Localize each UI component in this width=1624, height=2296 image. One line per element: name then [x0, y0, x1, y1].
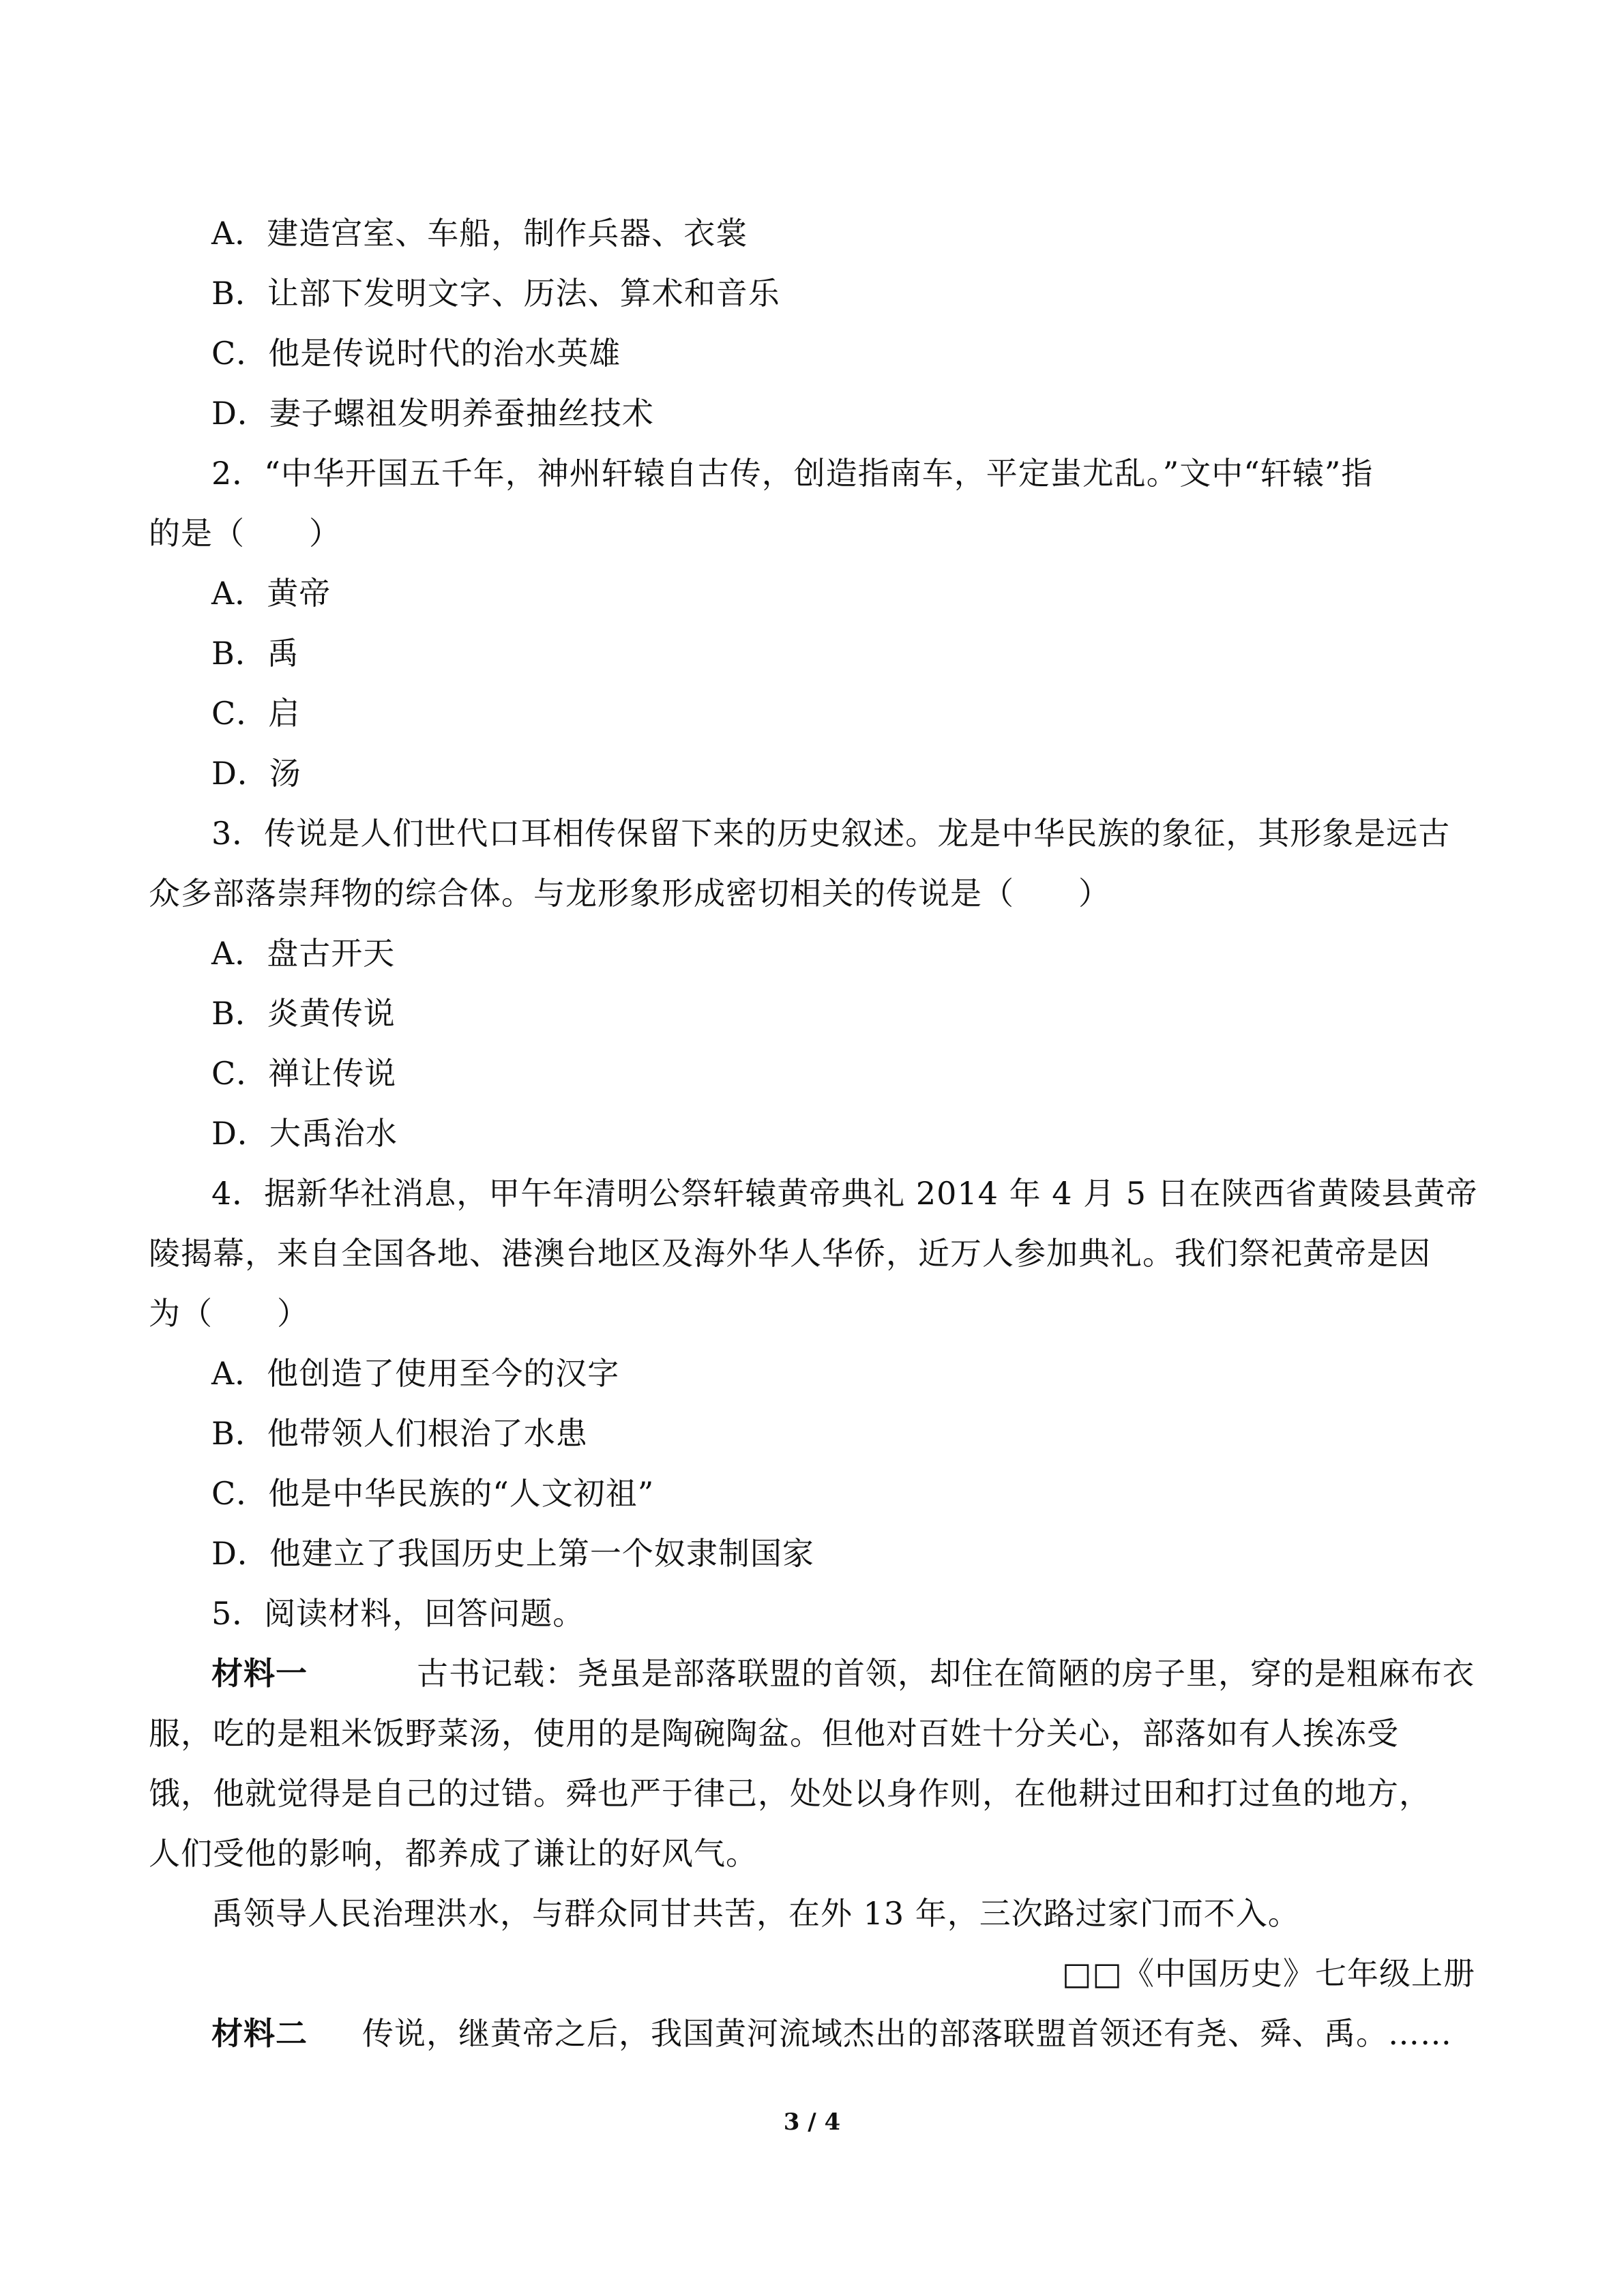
q5-stem: 5．阅读材料，回答问题。 [211, 1595, 585, 1632]
material-1-line2: 服，吃的是粗米饭野菜汤，使用的是陶碗陶盆。但他对百姓十分关心，部落如有人挨冻受 [149, 1715, 1399, 1752]
q2-stem-line1: 2．“中华开国五千年，神州轩辕自古传，创造指南车，平定蚩尤乱。”文中“轩辕”指 [211, 455, 1374, 492]
q3-option-c: C．禅让传说 [211, 1055, 397, 1092]
q3-option-a: A．盘古开天 [211, 935, 396, 972]
q1-option-d: D．妻子螺祖发明养蚕抽丝技术 [211, 395, 654, 432]
q2-option-a: A．黄帝 [211, 575, 331, 612]
q3-option-b: B．炎黄传说 [211, 995, 396, 1032]
material-2-label: 材料二 [211, 2015, 308, 2052]
q1-option-c: C．他是传说时代的治水英雄 [211, 335, 621, 372]
material-1-line1: 古书记载：尧虽是部落联盟的首领，却住在简陋的房子里，穿的是粗麻布衣 [417, 1655, 1475, 1692]
material-1-line5: 禹领导人民治理洪水，与群众同甘共苦，在外 13 年，三次路过家门而不入。 [211, 1895, 1300, 1932]
q1-option-b: B．让部下发明文字、历法、算术和音乐 [211, 275, 780, 312]
material-1-line4: 人们受他的影响，都养成了谦让的好风气。 [149, 1835, 758, 1872]
q2-option-d: D．汤 [211, 755, 301, 792]
material-2-line1: 传说，继黄帝之后，我国黄河流域杰出的部落联盟首领还有尧、舜、禹。…… [362, 2015, 1452, 2052]
q2-stem-line2: 的是（ ） [149, 515, 341, 552]
q4-option-a: A．他创造了使用至今的汉字 [211, 1355, 620, 1392]
q4-stem-line3: 为（ ） [149, 1295, 309, 1332]
q3-stem-line2: 众多部落崇拜物的综合体。与龙形象形成密切相关的传说是（ ） [149, 875, 1110, 912]
q2-option-b: B．禹 [211, 635, 299, 672]
q4-stem-line2: 陵揭幕，来自全国各地、港澳台地区及海外华人华侨，近万人参加典礼。我们祭祀黄帝是因 [149, 1235, 1431, 1272]
q2-option-c: C．启 [211, 695, 301, 732]
q3-option-d: D．大禹治水 [211, 1115, 398, 1152]
material-1-source: □□《中国历史》七年级上册 [1062, 1955, 1475, 1992]
q4-option-b: B．他带领人们根治了水患 [211, 1415, 588, 1452]
q4-stem-line1: 4．据新华社消息，甲午年清明公祭轩辕黄帝典礼 2014 年 4 月 5 日在陕西省黄陵县黄帝 [211, 1175, 1478, 1212]
material-1-line3: 饿，他就觉得是自己的过错。舜也严于律己，处处以身作则，在他耕过田和打过鱼的地方， [149, 1775, 1431, 1812]
q3-stem-line1: 3．传说是人们世代口耳相传保留下来的历史叙述。龙是中华民族的象征，其形象是远古 [211, 815, 1451, 852]
material-1-first-line [211, 1653, 1475, 1694]
material-2-first-line [211, 2013, 1452, 2054]
q1-option-a: A．建造宫室、车船，制作兵器、衣裳 [211, 215, 748, 252]
q4-option-d: D．他建立了我国历史上第一个奴隶制国家 [211, 1535, 814, 1572]
material-1-label: 材料一 [211, 1655, 308, 1692]
page-number: 3 / 4 [783, 2108, 841, 2136]
q4-option-c: C．他是中华民族的“人文初祖” [211, 1475, 655, 1512]
